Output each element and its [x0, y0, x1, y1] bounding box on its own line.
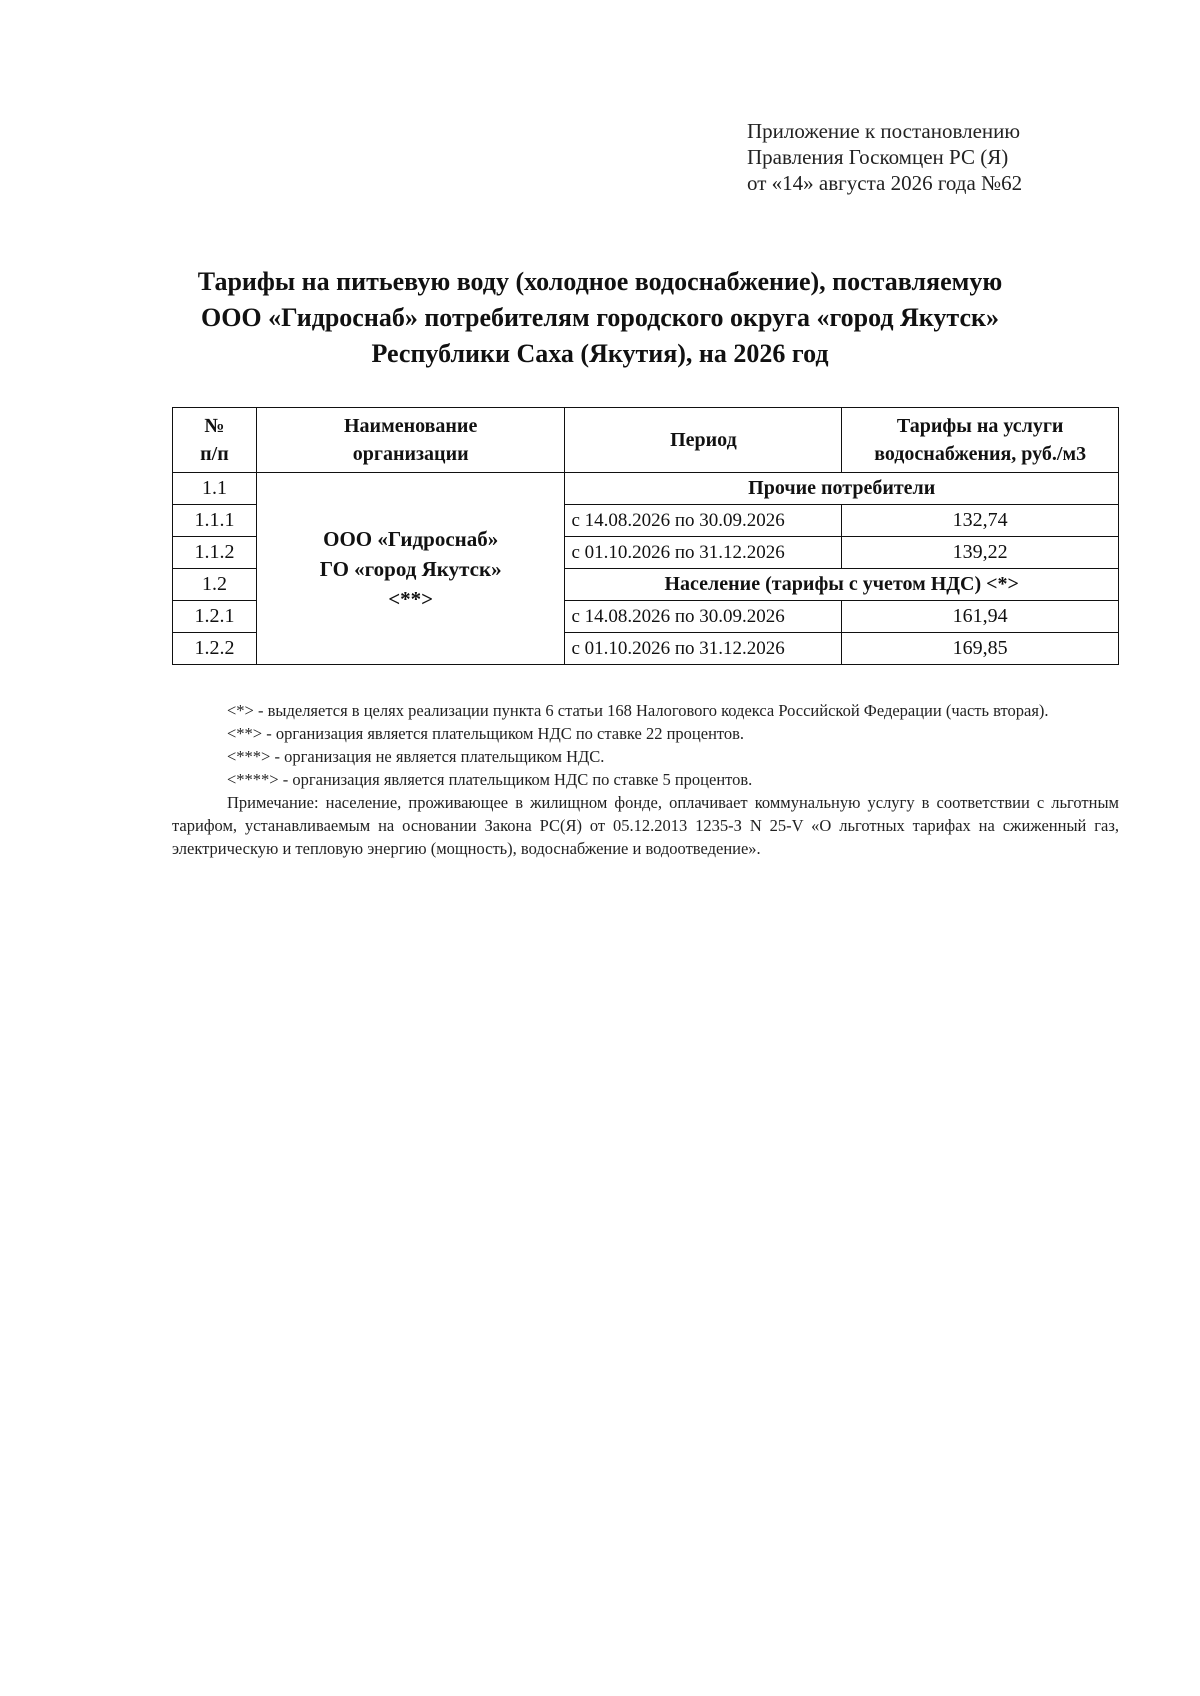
period-cell: с 14.08.2026 по 30.09.2026: [565, 601, 842, 633]
document-title: [180, 264, 1020, 372]
organization-cell: [256, 473, 565, 665]
tariff-cell: 161,94: [842, 601, 1119, 633]
row-number: 1.1.1: [173, 505, 257, 537]
table-header-row: [173, 408, 1119, 473]
footnotes: [172, 699, 1119, 860]
header-organization-line-2: организации: [352, 443, 469, 465]
header-organization: [256, 408, 565, 473]
title-line-1: Тарифы на питьевую воду (холодное водоснабжение), поставляемую: [197, 267, 1003, 296]
row-number: 1.2.2: [173, 633, 257, 665]
row-number: 1.2.1: [173, 601, 257, 633]
header-tariff: [842, 408, 1119, 473]
period-cell: с 14.08.2026 по 30.09.2026: [565, 505, 842, 537]
row-number: 1.1: [173, 473, 257, 505]
organization-line-2: ГО «город Якутск»: [319, 556, 502, 581]
tariff-cell: 169,85: [842, 633, 1119, 665]
period-cell: с 01.10.2026 по 31.12.2026: [565, 537, 842, 569]
consumer-group-label: Прочие потребители: [565, 473, 1119, 505]
header-number-line-1: №: [204, 415, 225, 437]
organization-line-1: ООО «Гидроснаб»: [323, 526, 499, 551]
appendix-line-3: от «14» августа 2026 года №62: [747, 171, 1023, 195]
header-number: [173, 408, 257, 473]
tariff-cell: 139,22: [842, 537, 1119, 569]
tariffs-table: [172, 407, 1119, 665]
appendix-reference: [747, 118, 1022, 196]
title-line-3: Республики Саха (Якутия), на 2026 год: [371, 339, 829, 368]
tariff-cell: 132,74: [842, 505, 1119, 537]
header-period: Период: [565, 408, 842, 473]
footnote-no-vat: <***> - организация не является плательщиком НДС.: [227, 747, 605, 766]
title-line-2: ООО «Гидроснаб» потребителям городского округа «город Якутск»: [200, 303, 999, 332]
header-number-line-2: п/п: [200, 443, 229, 465]
header-organization-line-1: Наименование: [344, 415, 478, 437]
row-number: 1.1.2: [173, 537, 257, 569]
period-cell: с 01.10.2026 по 31.12.2026: [565, 633, 842, 665]
row-number: 1.2: [173, 569, 257, 601]
organization-line-3: <**>: [388, 586, 434, 611]
consumer-group-label: Население (тарифы с учетом НДС) <*>: [565, 569, 1119, 601]
footnote-vat-5: <****> - организация является плательщиком НДС по ставке 5 процентов.: [227, 770, 753, 789]
appendix-line-1: Приложение к постановлению: [747, 119, 1021, 143]
header-tariff-line-1: Тарифы на услуги: [896, 415, 1064, 437]
footnote-remark: Примечание: население, проживающее в жилищном фонде, оплачивает коммунальную услугу в соответствии с льготным тарифом, устанавливаемым на основании Закона РС(Я) от 05.12.2013 1235-З N 25-V «О льготных тарифах на сжиженный газ, электрическую и тепловую энергию (мощность), водоснабжение и водоотведение».: [172, 793, 1119, 858]
table-row: [173, 473, 1119, 505]
header-tariff-line-2: водоснабжения, руб./м3: [874, 443, 1087, 465]
footnote-vat-allocation: <*> - выделяется в целях реализации пункта 6 статьи 168 Налогового кодекса Российской Федерации (часть вторая).: [227, 701, 1049, 720]
appendix-line-2: Правления Госкомцен РС (Я): [747, 145, 1009, 169]
footnote-vat-22: <**> - организация является плательщиком НДС по ставке 22 процентов.: [227, 724, 745, 743]
